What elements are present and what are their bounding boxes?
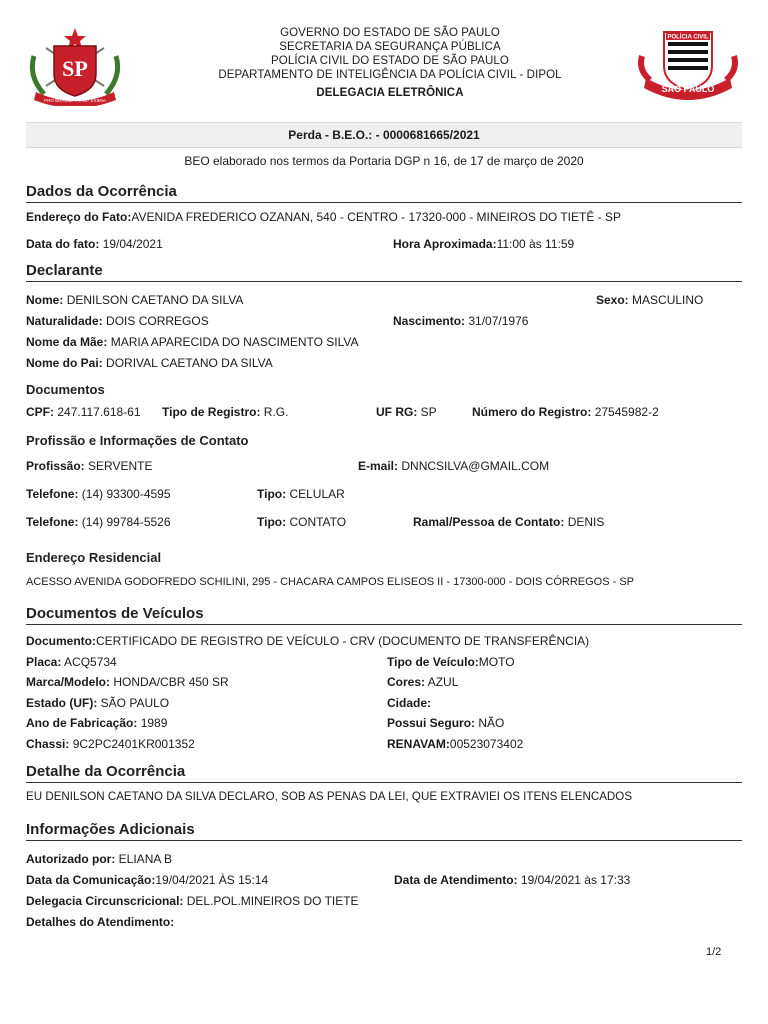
marca-modelo-label: Marca/Modelo: — [26, 675, 111, 689]
nascimento-row — [393, 314, 528, 328]
ramal-contato-label: Ramal/Pessoa de Contato: — [413, 515, 565, 529]
email-label: E-mail: — [358, 459, 399, 473]
autorizado-value: ELIANA B — [118, 852, 173, 866]
nascimento-value: 31/07/1976 — [468, 314, 529, 328]
section-documentos-veiculos: Documentos de Veículos — [26, 605, 742, 625]
ano-fabricacao-row — [26, 716, 167, 730]
mae-label: Nome da Mãe: — [26, 335, 108, 349]
placa-label: Placa: — [26, 655, 62, 669]
autorizado-label: Autorizado por: — [26, 852, 116, 866]
endereco-fato-value: AVENIDA FREDERICO OZANAN, 540 - CENTRO - 17320-000 - MINEIROS DO TIETÊ - SP — [131, 210, 622, 224]
email-value: DNNCSILVA@GMAIL.COM — [401, 459, 550, 473]
mae-row — [26, 335, 359, 349]
ribbon-motto: PRO BRASILIA FIANT EXIMIA — [44, 98, 106, 103]
renavam-label: RENAVAM: — [387, 737, 450, 751]
badge-top-lettering: POLÍCIA CIVIL — [667, 34, 709, 41]
pai-row — [26, 356, 273, 370]
endereco-residencial-value: ACESSO AVENIDA GODOFREDO SCHILINI, 295 - CHACARA CAMPOS ELISEOS II - 17300-000 - DOIS CÓRREGOS - SP — [26, 576, 635, 588]
tipo-veiculo-value: MOTO — [478, 655, 515, 669]
profissao-label: Profissão: — [26, 459, 85, 473]
portaria-note: BEO elaborado nos termos da Portaria DGP n 16, de 17 de março de 2020 — [184, 154, 584, 168]
uf-rg-value: SP — [420, 405, 437, 419]
telefone-2-value: (14) 99784-5526 — [81, 515, 171, 529]
sexo-label: Sexo: — [596, 293, 629, 307]
tipo-telefone-2-value: CONTATO — [289, 515, 347, 529]
cpf-row — [26, 405, 141, 419]
possui-seguro-value: NÃO — [478, 716, 505, 730]
numero-registro-value: 27545982-2 — [594, 405, 659, 419]
telefone-2-label: Telefone: — [26, 515, 79, 529]
autorizado-row — [26, 852, 172, 866]
data-atendimento-label: Data de Atendimento: — [394, 873, 518, 887]
nome-label: Nome: — [26, 293, 64, 307]
report-number-band: Perda - B.E.O.: - 0000681665/2021 — [26, 122, 742, 148]
policia-civil-badge-logo — [636, 26, 740, 100]
section-dados-ocorrencia: Dados da Ocorrência — [26, 183, 742, 203]
profissao-value: SERVENTE — [88, 459, 153, 473]
nome-value: DENILSON CAETANO DA SILVA — [66, 293, 244, 307]
tipo-registro-value: R.G. — [263, 405, 289, 419]
documento-veiculo-row — [26, 634, 589, 648]
documento-veiculo-label: Documento: — [26, 634, 96, 648]
ramal-contato-row — [413, 515, 604, 529]
data-atendimento-row — [394, 873, 630, 887]
header-subtitle: DELEGACIA ELETRÔNICA — [316, 87, 464, 99]
ano-fabricacao-value: 1989 — [140, 716, 168, 730]
data-fato-row — [26, 237, 163, 251]
tipo-veiculo-label: Tipo de Veículo: — [387, 655, 479, 669]
pai-label: Nome do Pai: — [26, 356, 103, 370]
renavam-value: 00523073402 — [449, 737, 524, 751]
sexo-value: MASCULINO — [632, 293, 704, 307]
data-fato-value: 19/04/2021 — [102, 237, 163, 251]
tipo-telefone-2-label: Tipo: — [257, 515, 287, 529]
numero-registro-label: Número do Registro: — [472, 405, 592, 419]
delegacia-row — [26, 894, 359, 908]
section-declarante: Declarante — [26, 262, 742, 282]
cidade-row — [387, 696, 431, 710]
detalhe-ocorrencia-value: EU DENILSON CAETANO DA SILVA DECLARO, SOB AS PENAS DA LEI, QUE EXTRAVIEI OS ITENS ELENCADOS — [26, 790, 633, 803]
uf-rg-row — [376, 405, 437, 419]
section-detalhe-ocorrencia: Detalhe da Ocorrência — [26, 763, 742, 783]
badge-bottom-lettering: SÃO PAULO — [661, 84, 715, 94]
header-line-2: SECRETARIA DA SEGURANÇA PÚBLICA — [279, 41, 501, 53]
tipo-telefone-1-value: CELULAR — [289, 487, 345, 501]
chassi-value: 9C2PC2401KR001352 — [72, 737, 195, 751]
nascimento-label: Nascimento: — [393, 314, 466, 328]
renavam-row — [387, 737, 523, 751]
placa-row — [26, 655, 117, 669]
possui-seguro-label: Possui Seguro: — [387, 716, 476, 730]
header-line-4: DEPARTAMENTO DE INTELIGÊNCIA DA POLÍCIA CIVIL - DIPOL — [218, 69, 562, 81]
data-comunicacao-row — [26, 873, 268, 887]
nome-row — [26, 293, 243, 307]
page-number: 1/2 — [706, 946, 722, 958]
sexo-row — [596, 293, 703, 307]
ramal-contato-value: DENIS — [567, 515, 605, 529]
hora-row — [393, 237, 574, 251]
tipo-registro-row — [162, 405, 288, 419]
telefone-1-label: Telefone: — [26, 487, 79, 501]
placa-value: ACQ5734 — [64, 655, 117, 669]
cores-row — [387, 675, 458, 689]
estado-uf-label: Estado (UF): — [26, 696, 98, 710]
numero-registro-row — [472, 405, 659, 419]
subsection-endereco-residencial: Endereço Residencial — [26, 550, 162, 565]
profissao-row — [26, 459, 153, 473]
detalhes-atendimento-row — [26, 915, 174, 929]
detalhes-atendimento-label: Detalhes do Atendimento: — [26, 915, 175, 929]
uf-rg-label: UF RG: — [376, 405, 418, 419]
delegacia-label: Delegacia Circunscricional: — [26, 894, 184, 908]
chassi-row — [26, 737, 195, 751]
mae-value: MARIA APARECIDA DO NASCIMENTO SILVA — [110, 335, 359, 349]
data-fato-label: Data do fato: — [26, 237, 100, 251]
hora-label: Hora Aproximada: — [393, 237, 497, 251]
pai-value: DORIVAL CAETANO DA SILVA — [106, 356, 273, 370]
marca-modelo-row — [26, 675, 229, 689]
possui-seguro-row — [387, 716, 504, 730]
tipo-telefone-1-label: Tipo: — [257, 487, 287, 501]
cidade-label: Cidade: — [387, 696, 432, 710]
naturalidade-label: Naturalidade: — [26, 314, 103, 328]
endereco-fato-row — [26, 210, 621, 224]
naturalidade-row — [26, 314, 209, 328]
ano-fabricacao-label: Ano de Fabricação: — [26, 716, 138, 730]
cores-label: Cores: — [387, 675, 426, 689]
delegacia-value: DEL.POL.MINEIROS DO TIETE — [186, 894, 359, 908]
cpf-value: 247.117.618-61 — [57, 405, 141, 419]
marca-modelo-value: HONDA/CBR 450 SR — [113, 675, 229, 689]
subsection-profissao-contato: Profissão e Informações de Contato — [26, 433, 249, 448]
header-line-3: POLÍCIA CIVIL DO ESTADO DE SÃO PAULO — [271, 55, 509, 67]
telefone-1-value: (14) 93300-4595 — [81, 487, 171, 501]
header-line-1: GOVERNO DO ESTADO DE SÃO PAULO — [280, 27, 500, 39]
section-informacoes-adicionais: Informações Adicionais — [26, 821, 742, 841]
chassi-label: Chassi: — [26, 737, 70, 751]
hora-value: 11:00 às 11:59 — [496, 237, 575, 251]
telefone-1-row — [26, 487, 171, 501]
tipo-telefone-2-row — [257, 515, 346, 529]
estado-uf-value: SÃO PAULO — [100, 696, 170, 710]
data-comunicacao-value: 19/04/2021 ÀS 15:14 — [155, 873, 269, 887]
documento-veiculo-value: CERTIFICADO DE REGISTRO DE VEÍCULO - CRV (DOCUMENTO DE TRANSFERÊNCIA) — [96, 634, 590, 648]
cpf-label: CPF: — [26, 405, 54, 419]
sp-logo-lettering: SP — [62, 56, 88, 81]
naturalidade-value: DOIS CORREGOS — [106, 314, 209, 328]
tipo-telefone-1-row — [257, 487, 345, 501]
tipo-veiculo-row — [387, 655, 515, 669]
email-row — [358, 459, 549, 473]
estado-uf-row — [26, 696, 169, 710]
data-comunicacao-label: Data da Comunicação: — [26, 873, 156, 887]
endereco-fato-label: Endereço do Fato: — [26, 210, 132, 224]
cores-value: AZUL — [427, 675, 459, 689]
sp-coat-of-arms-logo — [26, 26, 124, 106]
telefone-2-row — [26, 515, 171, 529]
tipo-registro-label: Tipo de Registro: — [162, 405, 261, 419]
data-atendimento-value: 19/04/2021 às 17:33 — [520, 873, 631, 887]
subsection-documentos: Documentos — [26, 382, 105, 397]
